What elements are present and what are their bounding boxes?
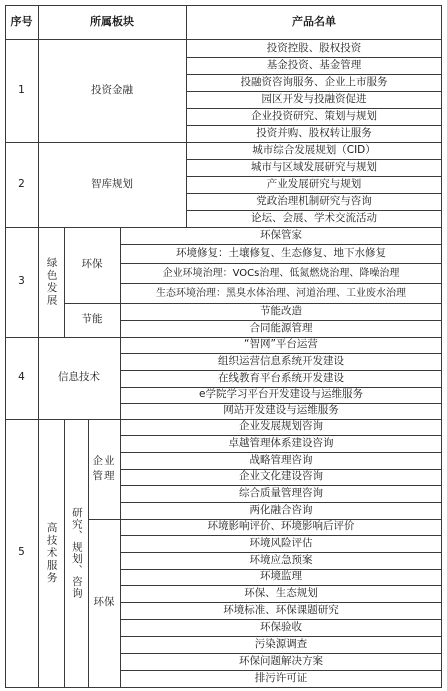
product-1-6: 投资并购、股权转让服务: [256, 126, 372, 139]
section-5-sub-1: 企业管理: [92, 455, 116, 482]
column-divider: [120, 227, 121, 687]
product-3-1: 环保管家: [260, 228, 302, 241]
section-3-name: 绿色发展: [45, 257, 58, 307]
row-divider: [120, 670, 442, 671]
row-divider: [120, 353, 442, 354]
product-1-3: 投融资咨询服务、企业上市服务: [240, 75, 388, 88]
product-4-2: 组织运营信息系统开发建设: [218, 354, 344, 367]
row-divider: [64, 303, 442, 304]
row-divider: [120, 585, 442, 586]
row-divider: [120, 320, 442, 321]
product-2-4: 党政治理机制研究与咨询: [256, 194, 372, 207]
section-2-name: 智库规划: [91, 177, 133, 190]
product-5-9: 环境应急预案: [249, 553, 313, 566]
product-5-11: 环保、生态规划: [244, 586, 318, 599]
product-4-4: e学院学习平台开发建设与运维服务: [199, 388, 363, 401]
product-2-5: 论坛、会展、学术交流活动: [251, 211, 377, 224]
product-1-2: 基金投资、基金管理: [266, 58, 362, 71]
row-divider: [186, 125, 442, 126]
row-divider: [120, 535, 442, 536]
table-border: [5, 5, 442, 6]
row-divider: [120, 636, 442, 637]
section-4-name: 信息技术: [58, 371, 100, 384]
product-4-5: 网站开发建设与运维服务: [223, 404, 339, 417]
product-4-1: “智网”平台运营: [244, 338, 318, 351]
row-divider: [120, 469, 442, 470]
section-2-no: 2: [18, 177, 25, 190]
product-4-3: 在线教育平台系统开发建设: [218, 371, 344, 384]
section-3-sub-2: 节能: [81, 313, 103, 326]
product-5-7: 环境影响评价、环境影响后评价: [207, 520, 355, 533]
product-1-5: 企业投资研究、策划与规划: [251, 109, 377, 122]
row-divider: [120, 387, 442, 388]
row-divider: [5, 142, 442, 143]
row-divider: [120, 552, 442, 553]
product-5-14: 污染源调查: [254, 637, 308, 650]
product-5-4: 企业文化建设咨询: [239, 470, 323, 483]
row-divider: [186, 57, 442, 58]
row-divider: [186, 74, 442, 75]
row-divider: [120, 619, 442, 620]
product-3-6: 合同能源管理: [249, 321, 313, 334]
product-5-2: 卓越管理体系建设咨询: [228, 436, 334, 449]
column-divider: [38, 5, 39, 688]
header-product: 产品名单: [292, 14, 336, 28]
row-divider: [5, 227, 442, 228]
row-divider: [120, 485, 442, 486]
product-5-15: 环保问题解决方案: [239, 654, 323, 667]
section-5-name: 高技术服务: [45, 521, 58, 585]
column-divider: [64, 419, 65, 687]
row-divider: [120, 653, 442, 654]
row-divider: [88, 519, 442, 520]
row-divider: [186, 176, 442, 177]
section-4-no: 4: [18, 371, 25, 384]
section-5-mid: 研究、规划、咨询: [70, 507, 83, 599]
column-divider: [64, 227, 65, 337]
header-sector: 所属板块: [90, 14, 134, 28]
section-3-sub-1: 环保: [81, 258, 103, 271]
table-border: [5, 5, 6, 688]
product-5-13: 环保验收: [260, 620, 302, 633]
row-divider: [120, 283, 442, 284]
row-divider: [186, 193, 442, 194]
row-divider: [120, 569, 442, 570]
product-3-4: 生态环境治理：黑臭水体治理、河道治理、工业废水治理: [156, 287, 406, 299]
row-divider: [186, 91, 442, 92]
header-seq: 序号: [10, 15, 33, 29]
row-divider: [120, 502, 442, 503]
section-5-no: 5: [18, 546, 25, 559]
row-divider: [120, 602, 442, 603]
row-divider: [5, 419, 442, 420]
row-divider: [5, 337, 442, 338]
product-3-5: 节能改造: [260, 304, 302, 317]
product-5-1: 企业发展规划咨询: [239, 420, 323, 433]
row-divider: [186, 159, 442, 160]
product-5-12: 环境标准、环保课题研究: [223, 603, 339, 616]
product-5-3: 战略管理咨询: [249, 453, 313, 466]
row-divider: [120, 403, 442, 404]
row-divider: [120, 244, 442, 245]
section-1-no: 1: [18, 84, 25, 97]
section-1-name: 投资金融: [91, 84, 133, 97]
product-5-16: 排污许可证: [254, 671, 308, 684]
row-divider: [120, 452, 442, 453]
product-2-1: 城市综合发展规划（CID）: [252, 143, 376, 156]
row-divider: [120, 263, 442, 264]
row-divider: [186, 108, 442, 109]
section-5-sub-2: 环保: [93, 596, 115, 609]
section-3-no: 3: [18, 275, 25, 288]
product-3-2: 环境修复：土壤修复、生态修复、地下水修复: [176, 246, 386, 259]
product-5-8: 环境风险评估: [249, 536, 313, 549]
row-divider: [186, 210, 442, 211]
column-divider: [88, 419, 89, 687]
row-divider: [120, 370, 442, 371]
product-3-3: 企业环境治理：VOCs治理、低氮燃烧治理、降噪治理: [162, 267, 400, 279]
product-5-6: 两化融合咨询: [249, 503, 313, 516]
product-1-4: 园区开发与投融资促进: [261, 92, 367, 105]
table-border: [5, 687, 442, 688]
product-5-5: 综合质量管理咨询: [239, 486, 323, 499]
row-divider: [5, 39, 442, 40]
product-2-2: 城市与区域发展研究与规划: [251, 160, 377, 173]
product-5-10: 环境监理: [260, 570, 302, 583]
row-divider: [120, 435, 442, 436]
product-1-1: 投资控股、股权投资: [266, 41, 362, 54]
product-2-3: 产业发展研究与规划: [266, 177, 362, 190]
